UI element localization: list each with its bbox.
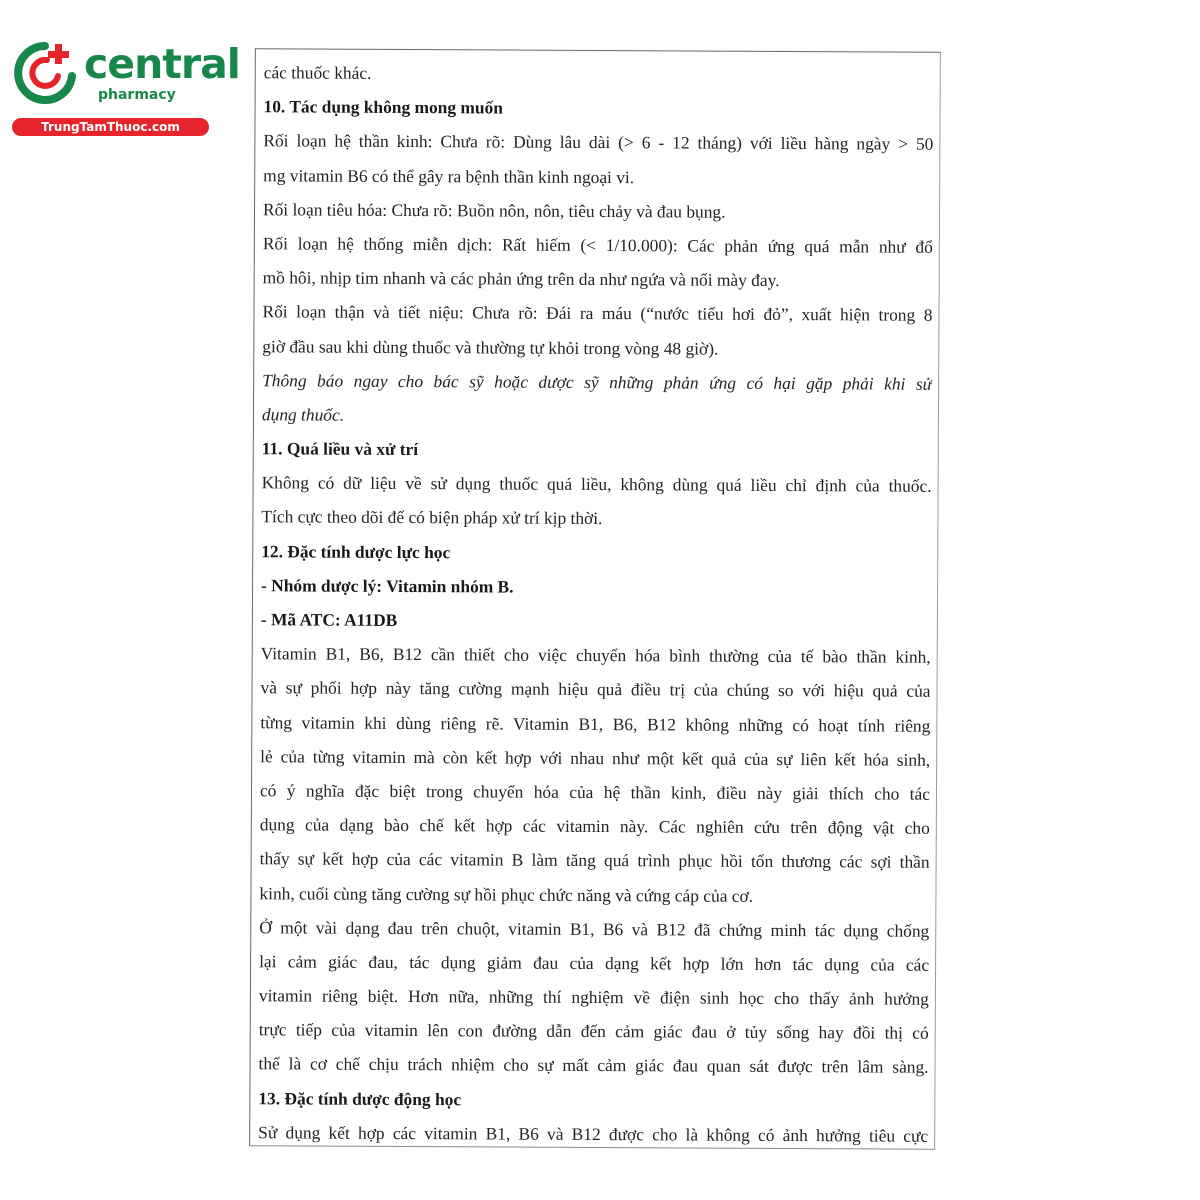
text-line: mg vitamin B6 có thể gây ra bệnh thần kinh ngoại vi.: [263, 164, 635, 187]
section-heading: - Nhóm dược lý: Vitamin nhóm B.: [261, 575, 514, 597]
central-pharmacy-logo-icon: [12, 40, 78, 106]
section-heading: 10. Tác dụng không mong muốn: [263, 96, 503, 118]
text-line: trực tiếp của vitamin lên con đường dẫn đến cảm giác đau ở tủy sống hay đồi thị có: [258, 1019, 929, 1044]
text-line: Rối loạn tiêu hóa: Chưa rõ: Buồn nôn, nôn, tiêu chảy và đau bụng.: [262, 199, 726, 222]
text-line: thể là cơ chế chịu trách nhiệm cho sự mất cảm giác đau quan sát được trên lâm sàng.: [258, 1053, 929, 1078]
section-heading: 13. Đặc tính dược động học: [258, 1087, 462, 1109]
text-line: Thông báo ngay cho bác sỹ hoặc dược sỹ những phản ứng có hại gặp phải khi sử: [262, 369, 933, 394]
text-line: kinh, cuối cùng tăng cường sự hồi phục chức năng và cứng cáp của cơ.: [259, 882, 754, 906]
text-line: dụng của dạng bào chế kết hợp các vitamin này. Các nghiên cứu trên động vật cho: [259, 814, 930, 838]
text-line: vitamin riêng biệt. Hơn nữa, những thí nghiệm về điện sinh học cho thấy ảnh hưởng: [258, 985, 929, 1009]
document-text: [258, 55, 934, 1152]
text-line: thấy sự kết hợp của các vitamin B làm tăng quá trình phục hồi tổn thương các sợi thần: [259, 848, 930, 873]
text-line: lại cảm giác đau, tác dụng giảm đau của dạng kết hợp lớn hơn tác dụng của các: [259, 951, 930, 975]
text-line: Ở một vài dạng đau trên chuột, vitamin B1, B6 và B12 đã chứng minh tác dụng chống: [259, 916, 930, 941]
brand-name: central: [84, 40, 240, 88]
text-line: Rối loạn thận và tiết niệu: Chưa rõ: Đái ra máu (“nước tiểu hơi đỏ”, xuất hiện trong 8: [262, 301, 933, 326]
brand-subtitle: pharmacy: [98, 87, 176, 103]
section-heading: - Mã ATC: A11DB: [260, 609, 398, 630]
text-line: Rối loạn hệ thống miễn dịch: Rất hiếm (< 1/10.000): Các phản ứng quá mẫn như đổ: [262, 233, 933, 257]
text-line: có ý nghĩa đặc biệt trong chuyển hóa của hệ thần kinh, điều này giải thích cho tác: [259, 780, 931, 804]
text-line: mồ hôi, nhịp tim nhanh và các phản ứng trên da như ngứa và nổi mày đay.: [262, 267, 780, 291]
text-line: Không có dữ liệu về sử dụng thuốc quá liều, không dùng quá liều chỉ định của thuốc.: [261, 472, 932, 497]
document-page: [249, 48, 941, 1150]
text-line: và sự phối hợp này tăng cường mạnh hiệu quả điều trị của chúng so với hiệu quả của: [260, 677, 931, 702]
brand-website: TrungTamThuoc.com: [12, 118, 209, 136]
section-heading: 12. Đặc tính dược lực học: [261, 540, 451, 562]
text-line: Tích cực theo dõi để có biện pháp xử trí kịp thời.: [261, 506, 603, 529]
text-line: từng vitamin khi dùng riêng rẽ. Vitamin B1, B6, B12 không những có hoạt tính riêng: [260, 711, 931, 736]
text-line: giờ đầu sau khi dùng thuốc và thường tự khỏi trong vòng 48 giờ).: [262, 335, 719, 359]
text-line: Vitamin B1, B6, B12 cần thiết cho việc chuyển hóa bình thường của tế bào thần kinh,: [260, 643, 931, 667]
text-line: Sử dụng kết hợp các vitamin B1, B6 và B12 được cho là không có ảnh hưởng tiêu cực: [258, 1122, 929, 1146]
text-line: lẻ của từng vitamin mà còn kết hợp với nhau như một kết quả của sự liên kết hóa sinh,: [260, 745, 931, 770]
text-line: Rối loạn hệ thần kinh: Chưa rõ: Dùng lâu dài (> 6 - 12 tháng) với liều hàng ngày > 50: [263, 130, 934, 155]
text-line: các thuốc khác.: [263, 62, 372, 83]
text-line: dụng thuốc.: [261, 404, 345, 425]
brand-logo: [12, 36, 240, 136]
section-heading: 11. Quá liều và xử trí: [261, 438, 419, 460]
